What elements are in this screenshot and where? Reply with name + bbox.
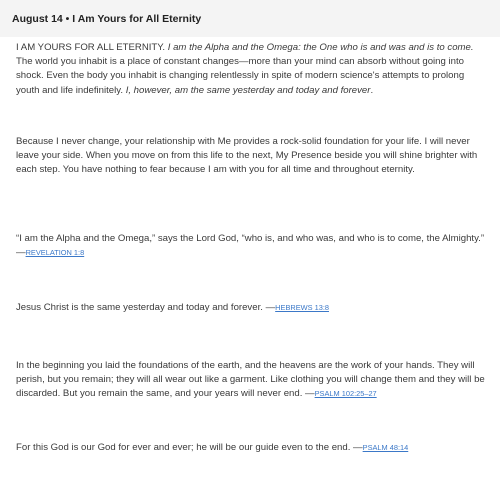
verse-ref-link[interactable]: REVELATION 1:8 [25,248,85,258]
header-bar [0,0,500,37]
verse-psalm-102 [16,359,486,402]
verse-text: Jesus Christ is the same yesterday and today and forever. — [16,302,276,313]
page-title: August 14 • I Am Yours for All Eternity [12,13,202,25]
verse-revelation [16,232,486,260]
verse-text: “I am the Alpha and the Omega,” says the Lord God, “who is, and who was, and who is to come, the Almighty.” — [16,233,485,259]
devotional-paragraph-2: Because I never change, your relationship with Me provides a rock-solid foundation for your life. I will never leave your side. When you move on from this life to the next, My Presence beside you will shine brighter with each step. You have nothing to fear because I am with you for all time and throughout eternity. [16,136,478,176]
verse-text: For this God is our God for ever and ever; he will be our guide even to the end. — [16,442,363,453]
verse-hebrews [16,301,486,315]
paragraph-italic-quote: I am the Alpha and the Omega: the One who is and was and is to come. [167,42,474,53]
paragraph-end: . [370,84,374,96]
verse-ref-link[interactable]: PSALM 48:14 [362,443,409,452]
verse-psalm-48 [16,441,486,455]
paragraph-italic-quote-2: I, however, am the same yesterday and today and forever [125,84,371,96]
verse-text: In the beginning you laid the foundations of the earth, and the heavens are the work of your hands. They will perish, but you remain; they will all wear out like a garment. Like clothing you will change them and they will be discarded. But you remain the same, and your years will never end. — [16,360,485,400]
verse-ref-link[interactable]: PSALM 102:25–27 [314,389,377,399]
devotional-paragraph-1 [16,41,486,98]
paragraph-lead: I AM YOURS FOR ALL ETERNITY. [16,42,168,53]
paragraph-middle: The world you inhabit is a place of constant changes—more than your mind can absorb without going into shock. Even the body you inhabit is changing relentlessly in spite of modern science's attempts to prolong youth and life indefinitely. [16,56,465,96]
verse-ref-link[interactable]: HEBREWS 13:8 [275,303,329,312]
